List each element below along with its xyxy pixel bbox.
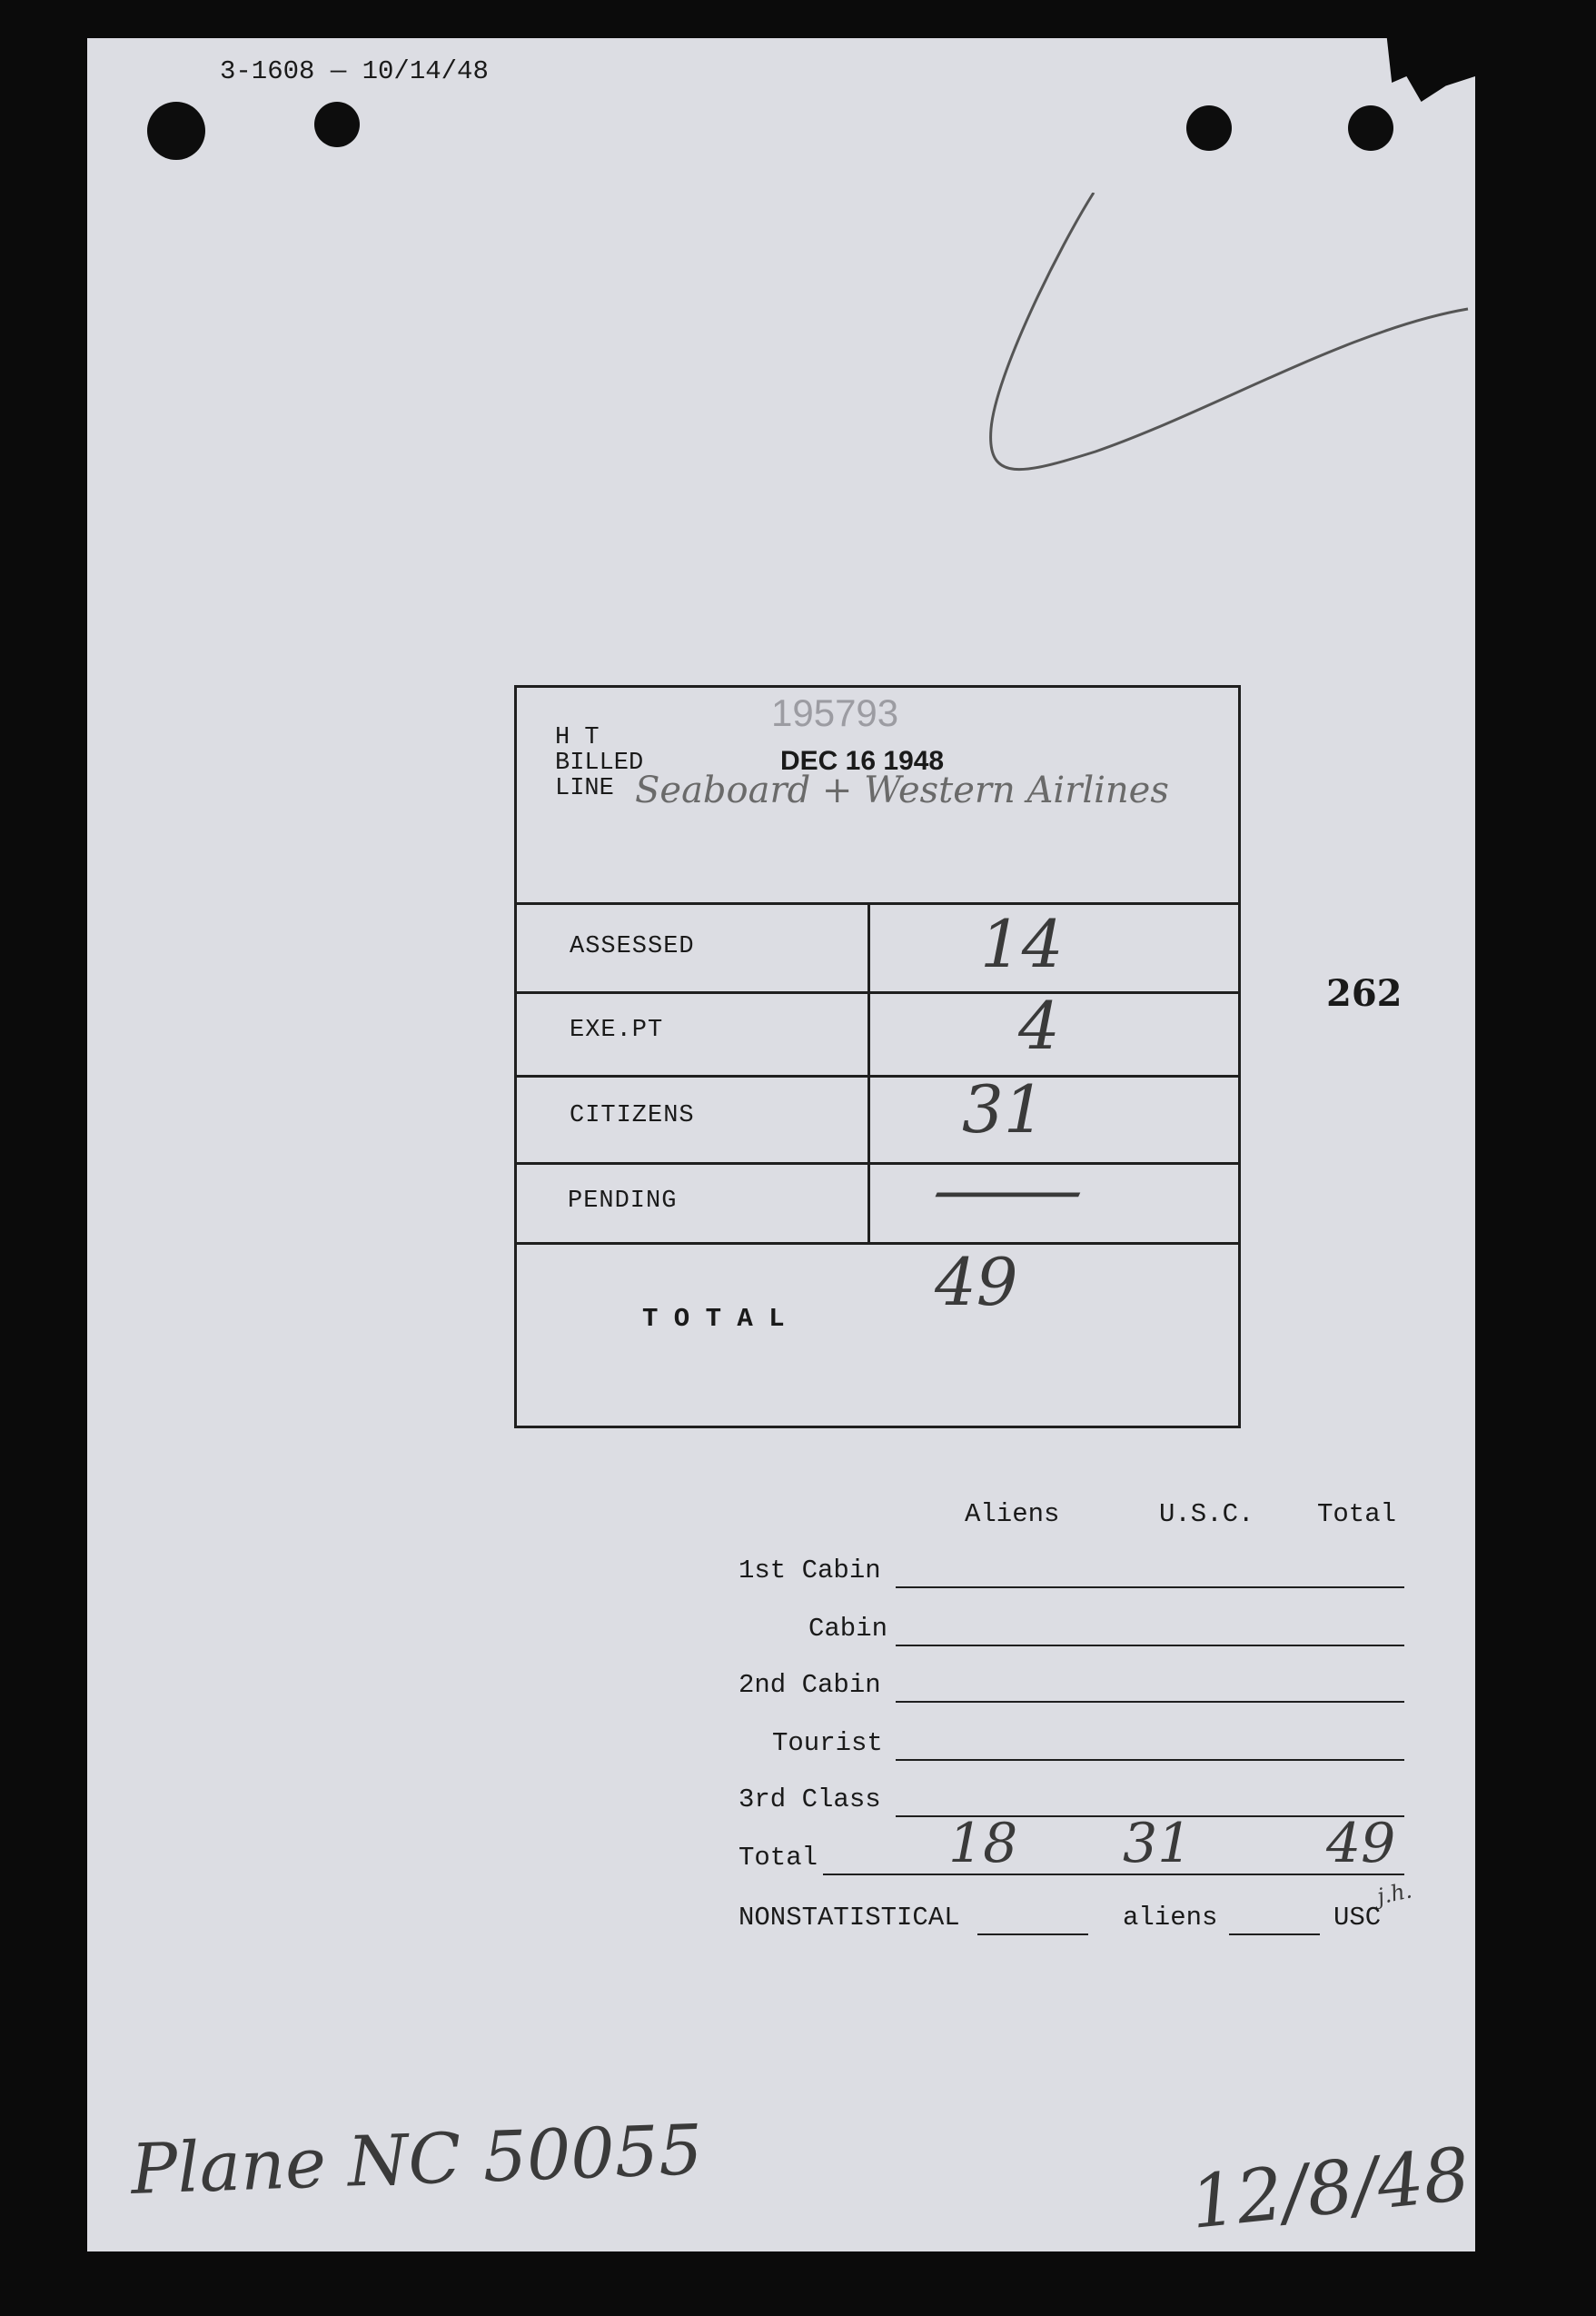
row-label-citizens: CITIZENS xyxy=(570,1102,695,1129)
divider-row-2 xyxy=(517,1075,1238,1078)
total-label: T O T A L xyxy=(642,1304,785,1334)
header-ref: 3-1608 — 10/14/48 xyxy=(220,56,489,86)
stamp-number: 195793 xyxy=(771,691,899,734)
stats-row-cabin: Cabin xyxy=(808,1614,888,1644)
divider-row-3 xyxy=(517,1162,1238,1165)
stats-row-2nd-cabin-line xyxy=(896,1701,1404,1703)
stats-row-1st-cabin-line xyxy=(896,1586,1404,1588)
stamp-date: DEC 16 1948 xyxy=(780,746,945,776)
stats-total-line xyxy=(823,1874,1404,1875)
stats-row-cabin-line xyxy=(896,1645,1404,1646)
row-label-exempt: EXE.PT xyxy=(570,1017,664,1044)
punch-hole-1 xyxy=(147,102,205,160)
divider-column xyxy=(867,902,870,1242)
stats-total-usc: 31 xyxy=(1123,1812,1193,1875)
punch-hole-2 xyxy=(314,102,360,147)
stats-row-1st-cabin: 1st Cabin xyxy=(739,1556,881,1585)
ht-label: H T xyxy=(555,724,600,751)
billed-label: BILLED xyxy=(555,750,644,777)
col-header-usc: U.S.C. xyxy=(1159,1499,1254,1529)
nonstat-usc-line xyxy=(1229,1933,1320,1935)
row-label-assessed: ASSESSED xyxy=(570,933,695,960)
nonstat-usc: USC xyxy=(1333,1903,1382,1933)
document-page xyxy=(87,38,1475,2251)
punch-hole-4 xyxy=(1348,105,1393,151)
row-value-citizens: 31 xyxy=(962,1071,1046,1148)
stats-row-tourist: Tourist xyxy=(772,1728,883,1758)
punch-hole-3 xyxy=(1186,105,1232,151)
col-header-aliens: Aliens xyxy=(965,1499,1060,1529)
stats-row-3rd-class: 3rd Class xyxy=(739,1784,881,1814)
stats-row-tourist-line xyxy=(896,1759,1404,1761)
col-header-total: Total xyxy=(1317,1499,1397,1529)
total-value: 49 xyxy=(935,1244,1018,1320)
head-tax-box xyxy=(514,685,1241,1428)
line-label: LINE xyxy=(555,775,614,802)
divider-header xyxy=(517,902,1238,905)
page-number: 262 xyxy=(1326,972,1403,1015)
torn-corner xyxy=(1377,38,1475,102)
check-mark xyxy=(986,193,1475,529)
divider-row-1 xyxy=(517,991,1238,994)
row-label-pending: PENDING xyxy=(568,1188,678,1215)
stats-total-total: 49 xyxy=(1326,1812,1396,1875)
row-value-assessed: 14 xyxy=(980,906,1064,982)
plane-note: Plane NC 50055 xyxy=(129,2109,704,2210)
nonstat-aliens: aliens xyxy=(1123,1903,1218,1933)
stats-total-aliens: 18 xyxy=(948,1812,1018,1875)
nonstat-label: NONSTATISTICAL xyxy=(739,1903,960,1933)
footer-date: 12/8/48 xyxy=(1185,2132,1474,2245)
divider-row-4 xyxy=(517,1242,1238,1245)
stats-total-label: Total xyxy=(739,1843,818,1873)
stats-initials: j.h. xyxy=(1374,1877,1414,1910)
nonstat-aliens-line xyxy=(977,1933,1088,1935)
line-value: Seaboard + Western Airlines xyxy=(635,770,1169,811)
stats-row-2nd-cabin: 2nd Cabin xyxy=(739,1670,881,1700)
row-value-exempt: 4 xyxy=(1018,988,1060,1064)
row-value-pending: — xyxy=(929,1151,1086,1228)
